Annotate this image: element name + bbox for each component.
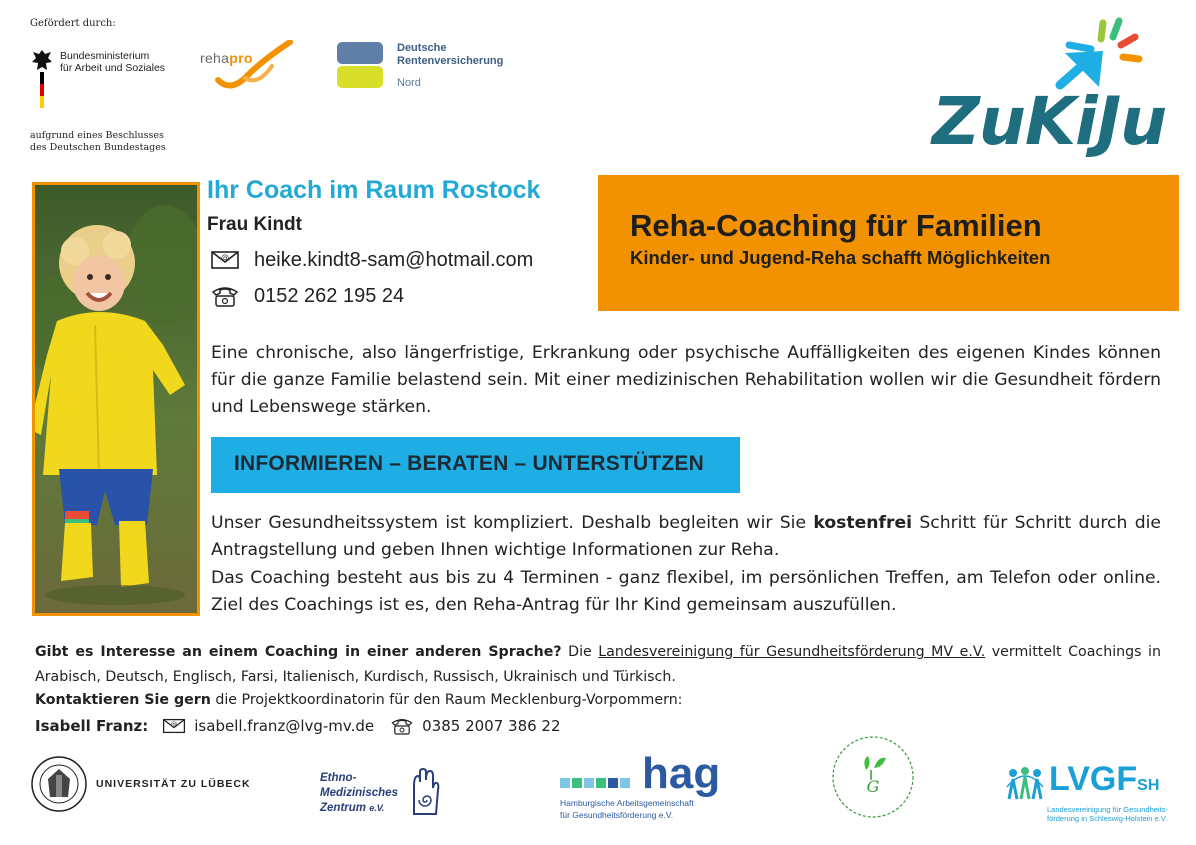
uni-luebeck-logo — [30, 755, 251, 813]
uni-name: UNIVERSITÄT ZU LÜBECK — [96, 778, 251, 790]
drv-line2: Rentenversicherung — [397, 55, 504, 67]
body-paragraph-2: Das Coaching besteht aus bis zu 4 Terminen - ganz flexibel, im persönlichen Treffen, am Telefon oder online. Ziel des Coachings ist es, den Reha-Antrag für Ihr Kind gemeinsam auszufüllen. — [211, 568, 1161, 615]
email-icon — [210, 248, 240, 272]
bundestag-line1: aufgrund eines Beschlusses — [30, 130, 164, 141]
hand-spiral-icon — [408, 768, 440, 818]
coach-name: Frau Kindt — [207, 214, 302, 235]
lvg-mv-seal-icon — [826, 730, 921, 825]
lvgf-sh: SH — [1137, 777, 1160, 794]
contact-phone: 0385 2007 386 22 — [422, 717, 561, 735]
language-org-link[interactable]: Landesvereinigung für Gesundheitsförderung MV e.V. — [598, 644, 986, 660]
child-photo — [32, 182, 200, 616]
contact-row — [35, 716, 561, 736]
language-question: Gibt es Interesse an einem Coaching in einer anderen Sprache? — [35, 644, 562, 660]
lvgf-sub2: förderung in Schleswig-Holstein e.V. — [1047, 814, 1168, 823]
slogan-text: INFORMIEREN – BERATEN – UNTERSTÜTZEN — [234, 452, 704, 475]
rehapro-suffix: pro — [229, 50, 253, 66]
phone-icon — [210, 284, 240, 308]
emz-logo — [320, 768, 440, 818]
emz-line2: Medizinisches — [320, 786, 398, 799]
svg-text:G: G — [866, 777, 880, 796]
contact-person: Isabell Franz: — [35, 717, 149, 735]
drv-line1: Deutsche — [397, 42, 447, 54]
hag-sub2: für Gesundheitsförderung e.V. — [560, 810, 674, 820]
hag-logo — [560, 749, 721, 820]
drv-sub: Nord — [397, 77, 421, 89]
hag-name: hag — [642, 749, 721, 798]
coach-title: Ihr Coach im Raum Rostock — [207, 176, 541, 204]
rehapro-logo — [200, 40, 295, 95]
banner-subtitle: Kinder- und Jugend-Reha schafft Möglichkeiten — [630, 247, 1051, 268]
slogan-bar — [211, 437, 740, 493]
emz-ev: e.V. — [369, 802, 385, 813]
intro-paragraph: Eine chronische, also längerfristige, Erkrankung oder psychische Auffälligkeiten des eigenen Kindes können für die ganze Familie belastend sein. Mit einer medizinischen Rehabilitation wollen wir die Gesundheit fördern und Lebenswege stärken. — [211, 343, 1161, 417]
people-group-icon — [1005, 765, 1045, 801]
svg-text:@: @ — [221, 253, 229, 262]
child-in-raincoat-image — [35, 185, 197, 613]
body-paragraph-1 — [211, 510, 1161, 564]
body-p1-before: Unser Gesundheitssystem ist kompliziert. Deshalb begleiten wir Sie — [211, 513, 814, 533]
coach-email-row — [210, 248, 533, 272]
bmas-logo — [30, 48, 165, 108]
language-text-after: vermittelt Coachings in Arabisch, Deutsch, Englisch, Farsi, Italienisch, Kurdisch, Russisch, Ukrainisch und Türkisch. — [35, 644, 1161, 685]
hag-squares-icon — [560, 770, 636, 796]
bundestag-line2: des Deutschen Bundestages — [30, 142, 166, 153]
zukiju-brand: ZuKiJu — [932, 83, 1167, 160]
rehapro-swoosh-icon — [200, 40, 295, 95]
sponsor-label: Gefördert durch: — [30, 18, 116, 29]
body-p1-after: Schritt für Schritt durch die Antragstellung und geben Ihnen wichtige Informationen zur Reha. — [211, 513, 1161, 560]
drv-mark-icon — [337, 42, 383, 88]
coach-phone-row — [210, 284, 404, 308]
coach-email-link[interactable]: heike.kindt8-sam@hotmail.com — [254, 248, 534, 271]
federal-eagle-icon — [30, 48, 54, 108]
svg-text:@: @ — [171, 720, 178, 728]
contact-email-link[interactable]: isabell.franz@lvg-mv.de — [194, 717, 375, 735]
email-icon — [162, 716, 186, 736]
lvgf-sub1: Landesvereinigung für Gesundheits- — [1047, 805, 1168, 814]
contact-lead-rest: die Projektkoordinatorin für den Raum Mecklenburg-Vorpommern: — [210, 692, 683, 708]
lvgf-name: LVGF — [1049, 760, 1138, 798]
bundestag-note — [30, 130, 166, 154]
lvgf-sh-logo — [1005, 760, 1168, 823]
contact-lead — [35, 692, 682, 708]
university-seal-icon — [30, 755, 88, 813]
drv-logo — [337, 42, 503, 90]
coach-phone: 0152 262 195 24 — [254, 284, 405, 307]
contact-lead-bold: Kontaktieren Sie gern — [35, 692, 211, 708]
zukiju-burst-icon — [1055, 15, 1145, 90]
language-text-before: Die — [561, 644, 599, 660]
hag-sub1: Hamburgische Arbeitsgemeinschaft — [560, 798, 694, 808]
body-p1-bold: kostenfrei — [813, 513, 913, 533]
bmas-line2: für Arbeit und Soziales — [60, 62, 166, 74]
emz-line1: Ethno- — [320, 771, 357, 784]
banner-title: Reha-Coaching für Familien — [630, 208, 1042, 243]
bmas-line1: Bundesministerium — [60, 50, 150, 62]
phone-icon — [390, 716, 414, 736]
rehapro-prefix: reha — [200, 50, 230, 66]
emz-line3: Zentrum — [320, 801, 366, 814]
headline-banner — [598, 175, 1179, 311]
language-note — [35, 640, 1161, 690]
